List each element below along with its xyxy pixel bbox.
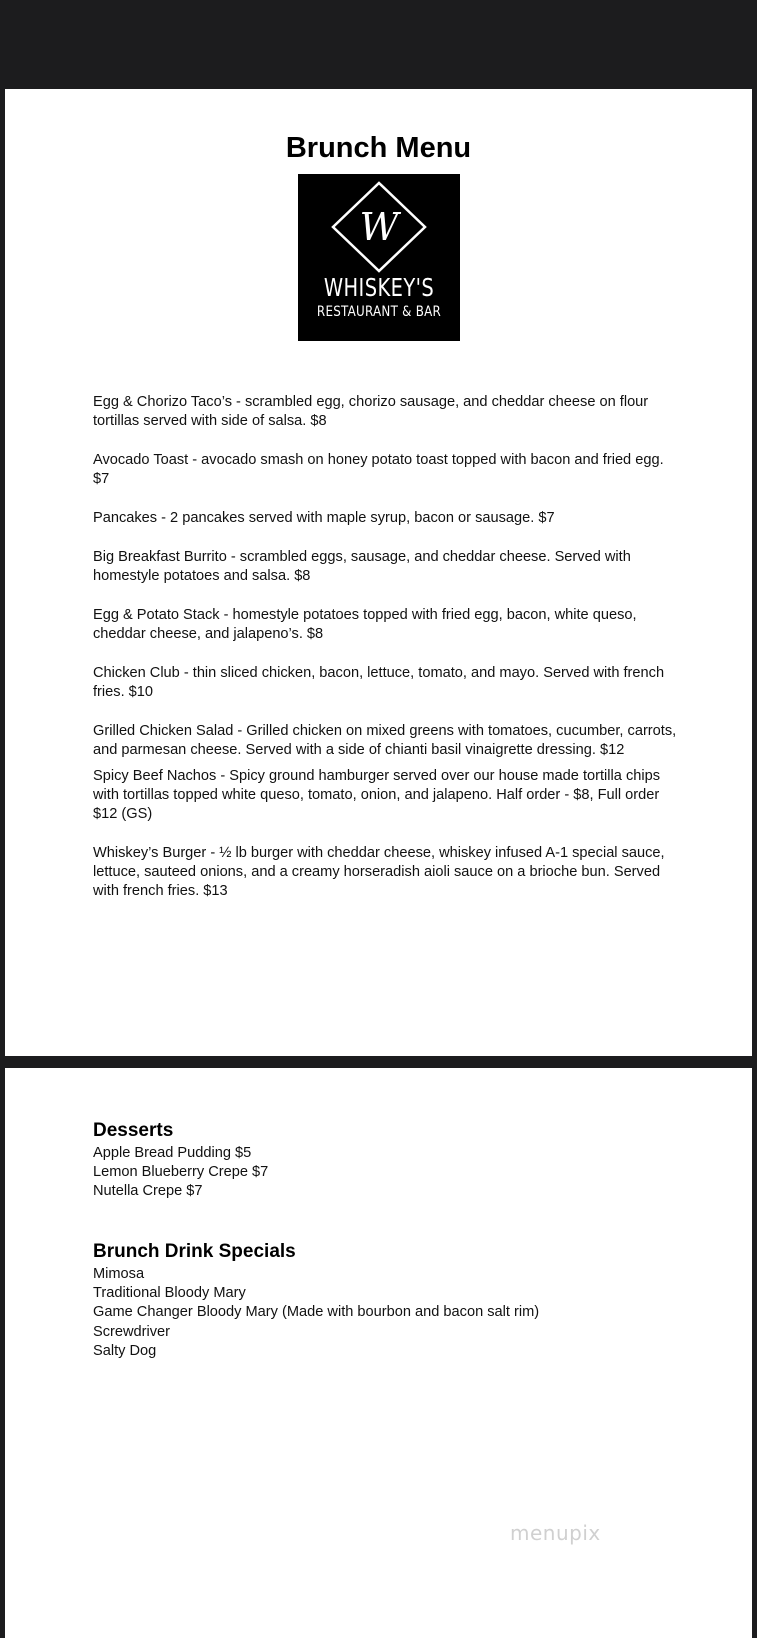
logo-name: WHISKEY'S: [323, 273, 435, 302]
menu-item: Egg & Potato Stack - homestyle potatoes topped with fried egg, bacon, white queso, cheddar cheese, and jalapeno’s. $8: [93, 607, 637, 642]
drinks-title: Brunch Drink Specials: [93, 1241, 296, 1262]
drink-item: Screwdriver: [93, 1323, 171, 1340]
menu-item: Grilled Chicken Salad - Grilled chicken on mixed greens with tomatoes, cucumber, carrots, and parmesan cheese. Served with a side of chianti basil vinaigrette dressing. $12: [93, 723, 677, 758]
desserts-section: [93, 1119, 693, 1202]
dessert-item: Nutella Crepe $7: [93, 1183, 203, 1200]
drink-item: Mimosa: [93, 1266, 145, 1282]
menu-item: Chicken Club - thin sliced chicken, bacon, lettuce, tomato, and mayo. Served with french fries. $10: [93, 665, 665, 700]
menu-item: Big Breakfast Burrito - scrambled eggs, sausage, and cheddar cheese. Served with homestyle potatoes and salsa. $8: [93, 549, 631, 584]
dessert-item: Lemon Blueberry Crepe $7: [93, 1164, 269, 1181]
restaurant-logo: [298, 174, 460, 341]
desserts-title: Desserts: [93, 1120, 174, 1141]
brunch-items-list: [93, 393, 678, 921]
drink-specials-section: [93, 1240, 693, 1361]
menu-item: Pancakes - 2 pancakes served with maple syrup, bacon or sausage. $7: [93, 510, 555, 526]
page-title: Brunch Menu: [285, 132, 472, 164]
watermark: menupix: [510, 1521, 601, 1545]
menu-item: Whiskey’s Burger - ½ lb burger with cheddar cheese, whiskey infused A-1 special sauce, lettuce, sauteed onions, and a creamy horseradish aioli sauce on a brioche bun. Served with french fries. $13: [93, 845, 665, 899]
menu-item: Avocado Toast - avocado smash on honey potato toast topped with bacon and fried egg. $7: [93, 452, 664, 487]
drink-item: Salty Dog: [93, 1342, 157, 1359]
menu-item: Egg & Chorizo Taco’s - scrambled egg, chorizo sausage, and cheddar cheese on flour tortillas served with side of salsa. $8: [93, 394, 649, 429]
drink-item: Traditional Bloody Mary: [93, 1285, 246, 1302]
menu-item: Spicy Beef Nachos - Spicy ground hamburger served over our house made tortilla chips with tortillas topped white queso, tomato, onion, and jalapeno. Half order - $8, Full order $12 (GS): [93, 768, 661, 822]
menu-page-2: [5, 1068, 752, 1638]
logo-letter: W: [359, 205, 399, 249]
drink-item: Game Changer Bloody Mary (Made with bourbon and bacon salt rim): [93, 1304, 540, 1321]
menu-page-1: [5, 89, 752, 1056]
logo-subtitle: RESTAURANT & BAR: [316, 304, 442, 320]
dessert-item: Apple Bread Pudding $5: [93, 1145, 252, 1161]
